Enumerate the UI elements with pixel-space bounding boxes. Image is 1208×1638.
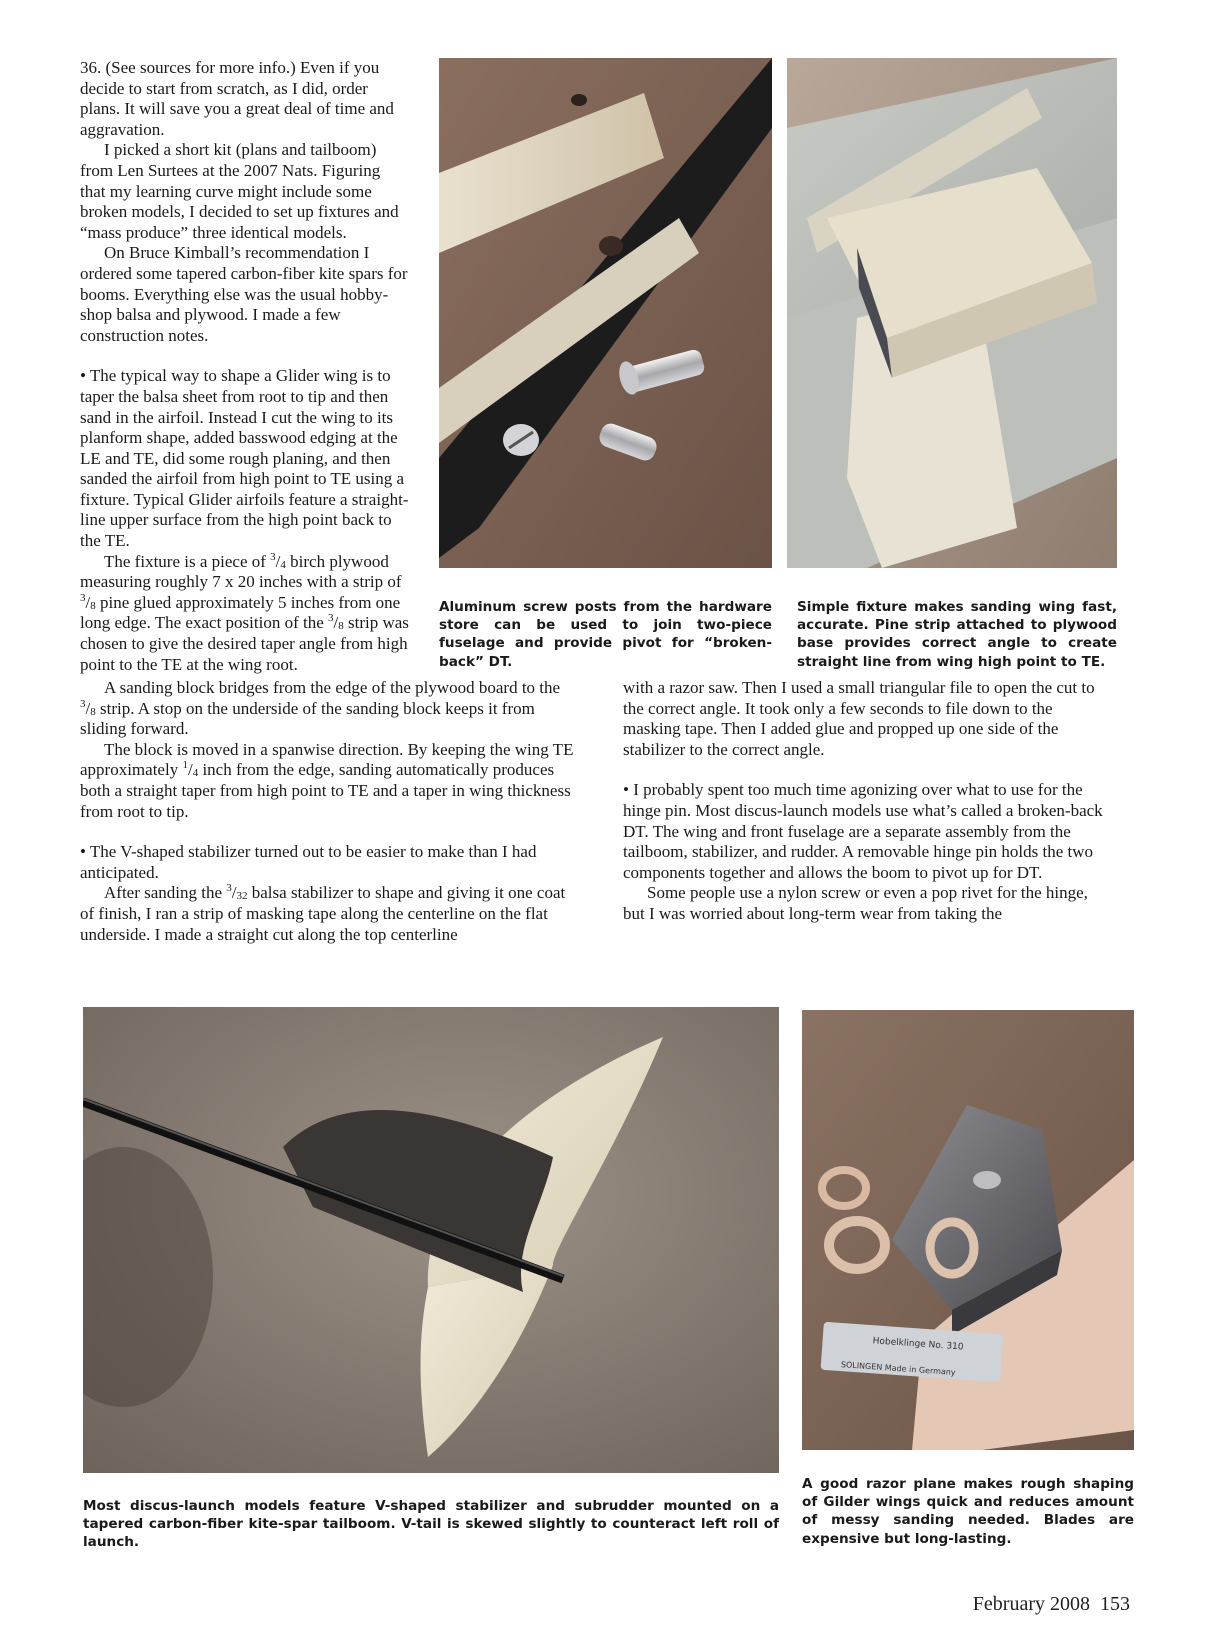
paragraph: The fixture is a piece of $^3/_4$ birch plywood measuring roughly 7 x 20 inches with a strip of $^3/_8$ pine glued approximately 5 inches from one long edge. The exact position of the $^3/_8$ strip was chosen to give the desired taper angle from high point to the TE at the wing root.	[80, 550, 409, 674]
paragraph: A sanding block bridges from the edge of the plywood board to the $^3/_8$ strip. A stop on the underside of the sanding block keeps it from sliding forward.	[80, 678, 561, 739]
photo-sanding-fixture	[787, 58, 1117, 568]
caption-v-stabilizer: Most discus-launch models feature V-shaped stabilizer and subrudder mounted on a tapered carbon-fiber kite-spar tailboom. V-tail is skewed slightly to counteract left roll of launch.	[83, 1498, 779, 1551]
paragraph: I picked a short kit (plans and tailboom) from Len Surtees at the 2007 Nats. Figuring that my learning curve might include some broken models, I decided to set up fixtures and “mass produce” three identical models.	[80, 140, 399, 242]
photo-razor-plane	[802, 1010, 1134, 1450]
paragraph: • The V-shaped stabilizer turned out to be easier to make than I had anticipated.	[80, 842, 537, 882]
paragraph: 36. (See sources for more info.) Even if you decide to start from scratch, as I did, order plans. It will save you a great deal of time and aggravation.	[80, 58, 394, 139]
paragraph: After sanding the $^3/_{32}$ balsa stabilizer to shape and giving it one coat of finish, I ran a strip of masking tape along the centerline on the flat underside. I made a straight cut along the top centerline	[80, 882, 566, 944]
body-column-left	[80, 58, 410, 675]
caption-sanding-fixture: Simple fixture makes sanding wing fast, accurate. Pine strip attached to plywood base provides correct angle to create straight line from wing high point to TE.	[797, 599, 1117, 670]
svg-text:SOLINGEN Made in Germany: SOLINGEN Made in Germany	[840, 1360, 956, 1378]
photo-screw-posts	[439, 58, 772, 568]
body-column-left-wide	[80, 678, 580, 945]
svg-text:Hobelklinge No. 310: Hobelklinge No. 310	[872, 1336, 964, 1353]
caption-razor-plane: A good razor plane makes rough shaping of Gilder wings quick and reduces amount of messy sanding needed. Blades are expensive but long-lasting.	[802, 1476, 1134, 1547]
folio	[973, 1593, 1130, 1616]
paragraph: • The typical way to shape a Glider wing is to taper the balsa sheet from root to tip and then sand in the airfoil. Instead I cut the wing to its planform shape, added basswood edging at the LE and TE, did some rough planing, and then sanded the airfoil from high point to TE using a fixture. Typical Glider airfoils feature a straight-line upper surface from the high point back to the TE.	[80, 366, 409, 551]
screw-post	[503, 424, 539, 456]
folio-date: February 2008	[972, 1593, 1090, 1615]
photo-v-stabilizer	[83, 1007, 779, 1473]
paragraph: • I probably spent too much time agonizing over what to use for the hinge pin. Most discus-launch models use what’s called a broken-back DT. The wing and front fuselage are a separate assembly from the tailboom, stabilizer, and rudder. A removable hinge pin holds the two components together and allows the boom to pivot up for DT.	[623, 780, 1103, 882]
paragraph: with a razor saw. Then I used a small triangular file to open the cut to the correct angle. It took only a few seconds to file down to the masking tape. Then I added glue and propped up one side of the stabilizer to the correct angle.	[623, 678, 1095, 759]
paragraph: The block is moved in a spanwise direction. By keeping the wing TE approximately $^1/_4$ inch from the edge, sanding automatically produces both a straight taper from high point to TE and a taper in wing thickness from root to tip.	[80, 739, 574, 821]
page-number: 153	[1100, 1593, 1130, 1615]
caption-screw-posts: Aluminum screw posts from the hardware store can be used to join two-piece fuselage and provide pivot for “broken-back” DT.	[439, 599, 772, 670]
paragraph: On Bruce Kimball’s recommendation I ordered some tapered carbon-fiber kite spars for booms. Everything else was the usual hobby-shop balsa and plywood. I made a few construction notes.	[80, 243, 408, 345]
body-column-right	[623, 678, 1113, 925]
paragraph: Some people use a nylon screw or even a pop rivet for the hinge, but I was worried about long-term wear from taking the	[623, 883, 1088, 923]
